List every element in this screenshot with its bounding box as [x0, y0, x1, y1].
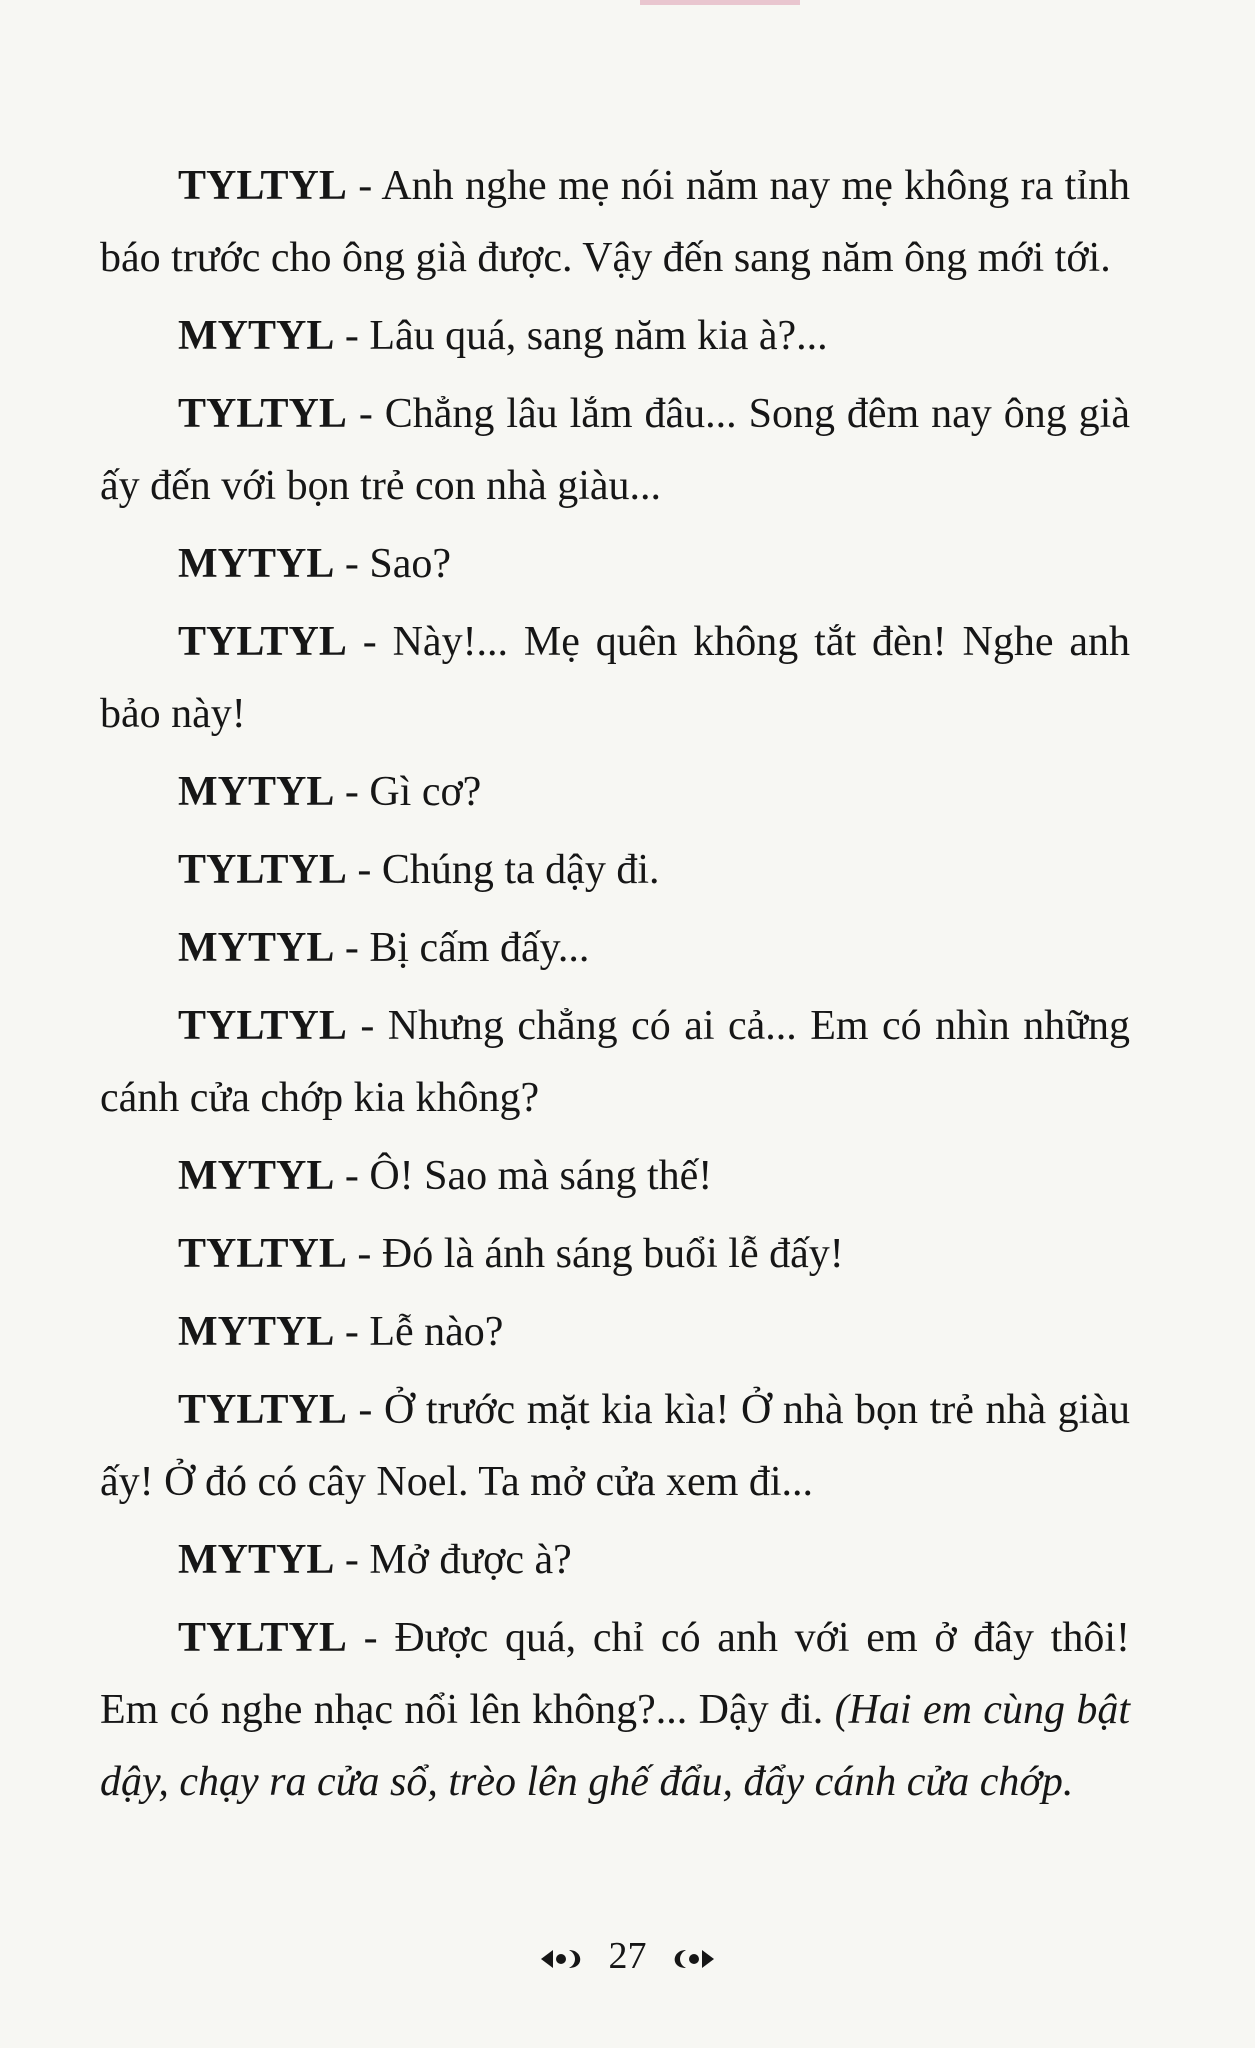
line-text: - Chẳng lâu lắm đâu... Song đêm nay ông già ấy đến với bọn trẻ con nhà giàu... — [100, 391, 1130, 509]
dialogue-line — [100, 528, 1130, 600]
page-number: 27 — [608, 1935, 647, 1977]
line-text: - Lâu quá, sang năm kia à?... — [334, 313, 828, 359]
dialogue-line — [100, 1374, 1130, 1518]
dialogue-line — [100, 756, 1130, 828]
speaker-name: TYLTYL — [178, 1615, 347, 1661]
line-text: - Ở trước mặt kia kìa! Ở nhà bọn trẻ nhà giàu ấy! Ở đó có cây Noel. Ta mở cửa xem đi... — [100, 1387, 1130, 1505]
line-text: - Chúng ta dậy đi. — [346, 847, 660, 893]
dialogue-line — [100, 990, 1130, 1134]
speaker-name: MYTYL — [178, 769, 335, 815]
speaker-name: TYLTYL — [178, 619, 347, 665]
line-text: - Này!... Mẹ quên không tắt đèn! Nghe anh bảo này! — [100, 619, 1130, 737]
dialogue-line — [100, 1602, 1130, 1818]
speaker-name: MYTYL — [178, 313, 335, 359]
speaker-name: MYTYL — [178, 541, 335, 587]
speaker-name: MYTYL — [178, 1309, 335, 1355]
dialogue-line — [100, 300, 1130, 372]
dialogue-line — [100, 1524, 1130, 1596]
line-text: - Đó là ánh sáng buổi lễ đấy! — [346, 1231, 844, 1277]
speaker-name: TYLTYL — [178, 1231, 347, 1277]
page-footer — [0, 1932, 1255, 1980]
dialogue-line — [100, 1140, 1130, 1212]
speaker-name: TYLTYL — [178, 1387, 347, 1433]
line-text: - Lễ nào? — [334, 1309, 504, 1355]
line-text: - Mở được à? — [334, 1537, 572, 1583]
speaker-name: MYTYL — [178, 1153, 335, 1199]
left-ornament-icon — [539, 1946, 591, 1972]
speaker-name: TYLTYL — [178, 1003, 347, 1049]
dialogue-line — [100, 606, 1130, 750]
speaker-name: TYLTYL — [178, 847, 347, 893]
line-text: - Ô! Sao mà sáng thế! — [334, 1153, 713, 1199]
dialogue-line — [100, 912, 1130, 984]
dialogue-line — [100, 378, 1130, 522]
speaker-name: MYTYL — [178, 925, 335, 971]
dialogue-line — [100, 150, 1130, 294]
right-ornament-icon — [664, 1946, 716, 1972]
speaker-name: MYTYL — [178, 1537, 335, 1583]
dialogue-text — [100, 150, 1130, 1824]
speaker-name: TYLTYL — [178, 163, 347, 209]
line-text: - Gì cơ? — [334, 769, 482, 815]
line-text: - Anh nghe mẹ nói năm nay mẹ không ra tỉnh báo trước cho ông già được. Vậy đến sang năm ông mới tới. — [100, 163, 1130, 281]
line-text: - Sao? — [334, 541, 451, 587]
line-text: - Được quá, chỉ có anh với em ở đây thôi! Em có nghe nhạc nổi lên không?... Dậy đi. — [100, 1615, 1130, 1733]
dialogue-line — [100, 1296, 1130, 1368]
line-text: - Nhưng chẳng có ai cả... Em có nhìn những cánh cửa chớp kia không? — [100, 1003, 1130, 1121]
stage-direction: (Hai em cùng bật dậy, chạy ra cửa sổ, trèo lên ghế đẩu, đẩy cánh cửa chớp. — [100, 1687, 1130, 1805]
line-text: - Bị cấm đấy... — [334, 925, 590, 971]
top-edge-mark — [640, 0, 800, 5]
dialogue-line — [100, 1218, 1130, 1290]
dialogue-line — [100, 834, 1130, 906]
speaker-name: TYLTYL — [178, 391, 347, 437]
